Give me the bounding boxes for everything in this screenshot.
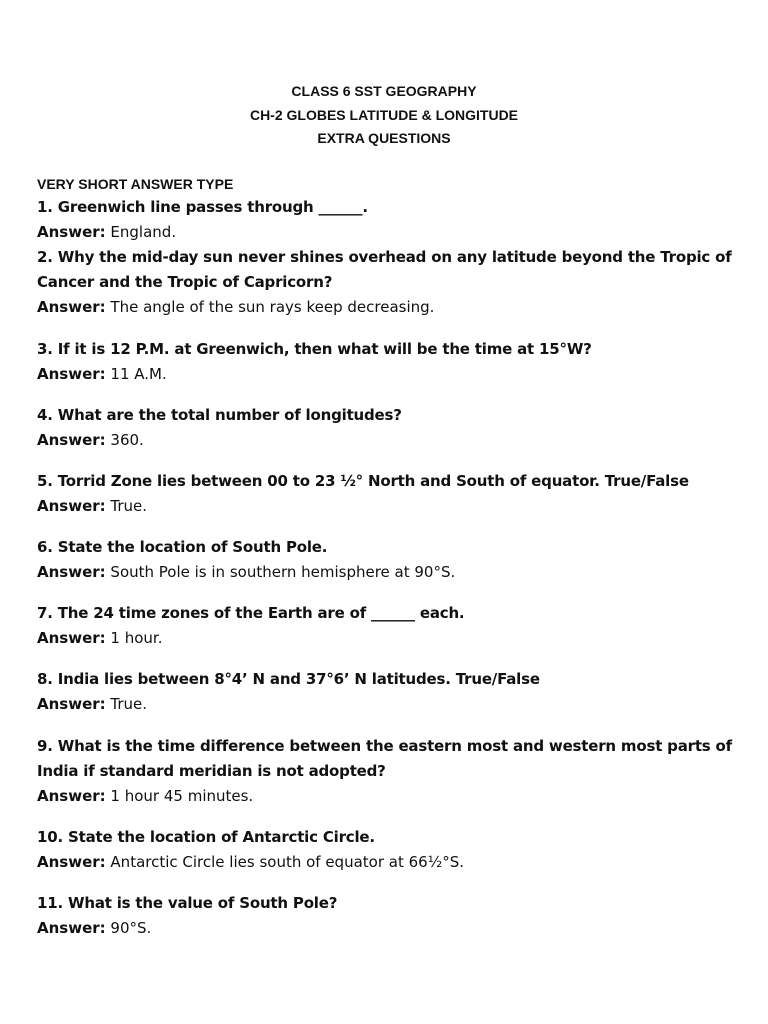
answer-label: Answer: [37, 695, 106, 713]
answer-10 [37, 850, 737, 875]
question-8: 8. India lies between 8°4’ N and 37°6’ N latitudes. True/False [37, 670, 540, 688]
question-3: 3. If it is 12 P.M. at Greenwich, then what will be the time at 15°W? [37, 340, 592, 358]
question-block-1 [37, 195, 737, 245]
question-4: 4. What are the total number of longitudes? [37, 406, 402, 424]
answer-label: Answer: [37, 365, 106, 383]
answer-label: Answer: [37, 919, 106, 937]
answer-text-6: South Pole is in southern hemisphere at 90°S. [105, 563, 456, 581]
answer-9 [37, 784, 737, 809]
header-chapter: CH-2 GLOBES LATITUDE & LONGITUDE [249, 106, 519, 123]
header-class: CLASS 6 SST GEOGRAPHY [291, 83, 477, 99]
header-subtitle: EXTRA QUESTIONS [317, 130, 451, 146]
answer-2 [37, 295, 737, 320]
answer-text-11: 90°S. [105, 919, 152, 937]
question-6: 6. State the location of South Pole. [37, 538, 328, 556]
question-block-4 [37, 403, 737, 453]
answer-3 [37, 362, 737, 387]
document-header [0, 80, 768, 151]
answer-text-1: England. [105, 223, 177, 241]
answer-text-3: 11 A.M. [105, 365, 167, 383]
question-11: 11. What is the value of South Pole? [37, 894, 338, 912]
question-block-5 [37, 469, 737, 519]
question-block-11 [37, 891, 737, 941]
answer-6 [37, 560, 737, 585]
answer-text-7: 1 hour. [105, 629, 163, 647]
answer-label: Answer: [37, 223, 106, 241]
answer-text-2: The angle of the sun rays keep decreasing. [105, 298, 435, 316]
answer-text-9: 1 hour 45 minutes. [105, 787, 254, 805]
answer-text-5: True. [105, 497, 148, 515]
question-block-7 [37, 601, 737, 651]
answer-8 [37, 692, 737, 717]
question-block-2 [37, 245, 737, 320]
answer-label: Answer: [37, 497, 106, 515]
answer-label: Answer: [37, 298, 106, 316]
question-7: 7. The 24 time zones of the Earth are of ______ each. [37, 604, 465, 622]
answer-text-10: Antarctic Circle lies south of equator at 66½°S. [105, 853, 465, 871]
question-block-8 [37, 667, 737, 717]
question-block-10 [37, 825, 737, 875]
answer-11 [37, 916, 737, 941]
answer-text-8: True. [105, 695, 148, 713]
answer-4 [37, 428, 737, 453]
question-1: 1. Greenwich line passes through ______. [37, 198, 368, 216]
question-block-6 [37, 535, 737, 585]
answer-label: Answer: [37, 853, 106, 871]
answer-5 [37, 494, 737, 519]
section-title: VERY SHORT ANSWER TYPE [37, 176, 234, 192]
answer-text-4: 360. [105, 431, 144, 449]
question-block-3 [37, 337, 737, 387]
question-2: 2. Why the mid-day sun never shines overhead on any latitude beyond the Tropic of Cancer and the Tropic of Capricorn? [37, 248, 732, 291]
question-5: 5. Torrid Zone lies between 00 to 23 ½° North and South of equator. True/False [37, 472, 689, 490]
question-9: 9. What is the time difference between the eastern most and western most parts of India if standard meridian is not adopted? [37, 737, 732, 780]
answer-1 [37, 220, 737, 245]
answer-label: Answer: [37, 431, 106, 449]
answer-label: Answer: [37, 787, 106, 805]
answer-label: Answer: [37, 629, 106, 647]
question-block-9 [37, 734, 737, 809]
answer-7 [37, 626, 737, 651]
answer-label: Answer: [37, 563, 106, 581]
question-10: 10. State the location of Antarctic Circle. [37, 828, 375, 846]
